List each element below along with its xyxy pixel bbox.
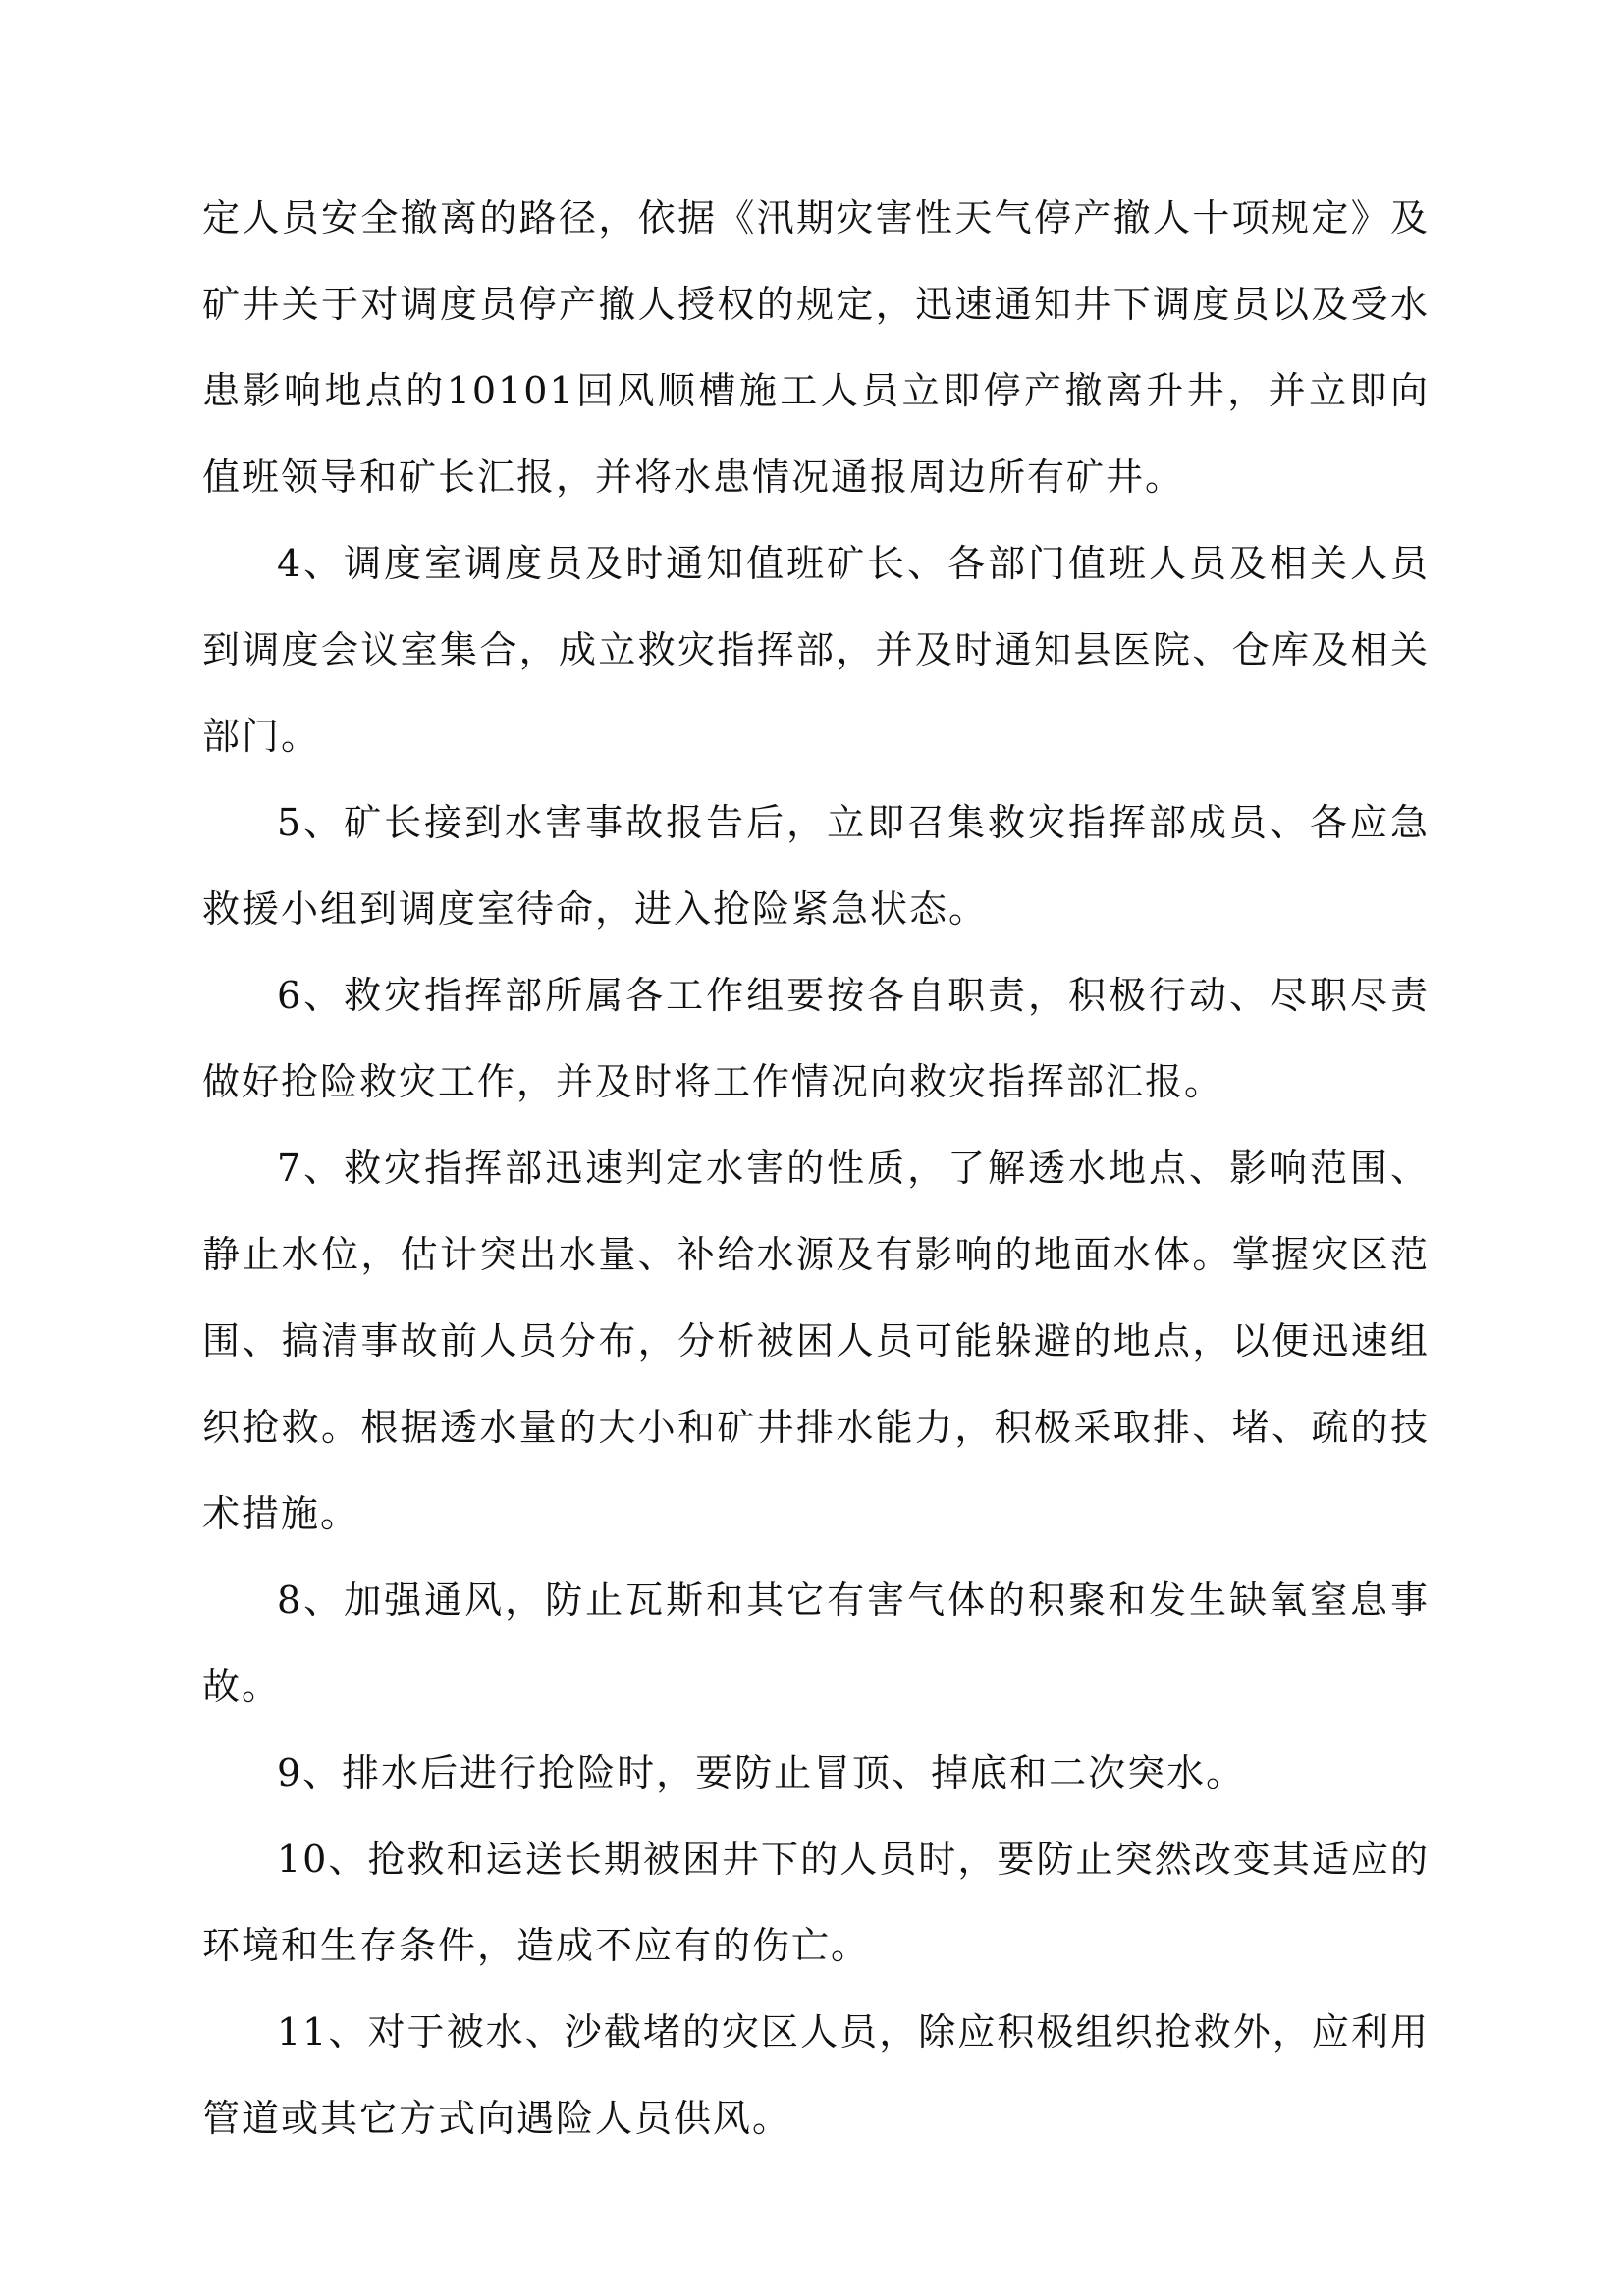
paragraph-continuation: 定人员安全撤离的路径，依据《汛期灾害性天气停产撤人十项规定》及矿井关于对调度员停产撤人授权的规定，迅速通知井下调度员以及受水患影响地点的10101回风顺槽施工人员立即停产撤离升井，并立即向值班领导和矿长汇报，并将水患情况通报周边所有矿井。 [202, 196, 1430, 499]
paragraph-item-7: 7、救灾指挥部迅速判定水害的性质，了解透水地点、影响范围、静止水位，估计突出水量、补给水源及有影响的地面水体。掌握灾区范围、搞清事故前人员分布，分析被困人员可能躲避的地点，以便迅速组织抢救。根据透水量的大小和矿井排水能力，积极采取排、堵、疏的技术措施。 [202, 1147, 1430, 1535]
paragraph-item-4: 4、调度室调度员及时通知值班矿长、各部门值班人员及相关人员到调度会议室集合，成立救灾指挥部，并及时通知县医院、仓库及相关部门。 [202, 542, 1430, 758]
paragraph-item-5: 5、矿长接到水害事故报告后，立即召集救灾指挥部成员、各应急救援小组到调度室待命，进入抢险紧急状态。 [202, 801, 1430, 931]
paragraph-item-11: 11、对于被水、沙截堵的灾区人员，除应积极组织抢救外，应利用管道或其它方式向遇险人员供风。 [202, 2010, 1430, 2140]
paragraph-item-10: 10、抢救和运送长期被困井下的人员时，要防止突然改变其适应的环境和生存条件，造成不应有的伤亡。 [202, 1838, 1430, 1967]
paragraph-item-9: 9、排水后进行抢险时，要防止冒顶、掉底和二次突水。 [277, 1751, 1246, 1794]
paragraph-item-8: 8、加强通风，防止瓦斯和其它有害气体的积聚和发生缺氧窒息事故。 [202, 1578, 1430, 1708]
document-body [202, 175, 1430, 2162]
paragraph-item-6: 6、救灾指挥部所属各工作组要按各自职责，积极行动、尽职尽责做好抢险救灾工作，并及时将工作情况向救灾指挥部汇报。 [202, 974, 1430, 1103]
